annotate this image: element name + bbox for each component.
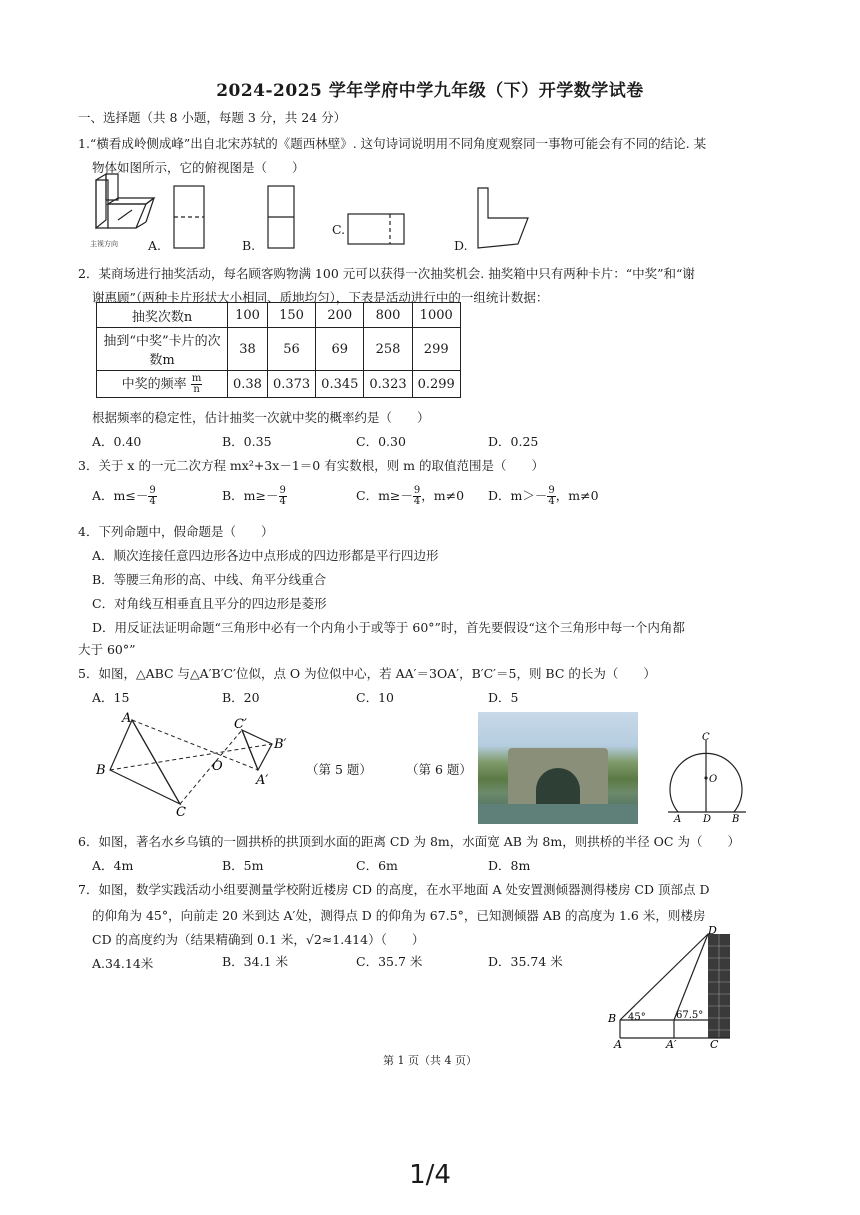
q7-option-d: D．35.74 米 <box>488 954 563 969</box>
q1-option-d: D. <box>454 238 468 253</box>
q6-option-c: C．6m <box>356 858 398 873</box>
table-cell: 38 <box>228 328 268 371</box>
q3-option-a: A．m≤－ $\frac{9}{4}$ <box>92 485 156 507</box>
q2-option-d: D．0.25 <box>488 434 539 449</box>
table-cell: 200 <box>316 303 364 328</box>
q7-option-b: B．34.1 米 <box>222 954 288 969</box>
q6-option-b: B．5m <box>222 858 264 873</box>
table-row <box>97 303 461 328</box>
q4-text: 4．下列命题中，假命题是（ ） <box>78 524 274 539</box>
table-row <box>97 328 461 371</box>
q5-text: 5．如图，△ABC 与△A′B′C′位似，点 O 为位似中心，若 AA′＝3OA′，B′C′＝5，则 BC 的长为（ ） <box>78 666 656 681</box>
label-d: D <box>708 924 717 937</box>
q1-option-c-figure <box>348 214 404 244</box>
table-cell: 0.373 <box>267 371 315 398</box>
q5-option-d: D．5 <box>488 690 519 705</box>
label-c2: C′ <box>234 717 247 732</box>
q2-row3-label: 中奖的频率 $\frac{m}{n}$ <box>97 371 228 398</box>
table-cell: 69 <box>316 328 364 371</box>
q1-solid-figure <box>96 174 154 228</box>
q1-text-line1: 1.“横看成岭侧成峰”出自北宋苏轼的《题西林壁》. 这句诗词说明用不同角度观察同一事物可能会有不同的结论. 某 <box>78 136 707 151</box>
q6-bridge-photo <box>478 712 638 824</box>
table-row <box>97 371 461 398</box>
table-cell: 0.323 <box>364 371 412 398</box>
angle-67-5: 67.5° <box>676 1010 704 1021</box>
q5-option-a: A．15 <box>92 690 130 705</box>
label-a: A <box>122 711 132 726</box>
label-a: A <box>614 1038 622 1050</box>
angle-45: 45° <box>628 1012 646 1023</box>
q2-text-line1: 2．某商场进行抽奖活动，每名顾客购物满 100 元可以获得一次抽奖机会. 抽奖箱中只有两种卡片：“中奖”和“谢 <box>78 266 695 281</box>
q1-option-d-figure <box>478 188 528 248</box>
q2-text-line2: 谢惠顾”（两种卡片形状大小相同、质地均匀），下表是活动进行中的一组统计数据： <box>92 290 549 305</box>
q6-figure-caption: （第 6 题） <box>406 762 472 777</box>
q6-figure <box>664 730 750 822</box>
triangle-a2b2c2 <box>242 730 272 770</box>
q6-option-d: D．8m <box>488 858 531 873</box>
q7-text-line3: CD 的高度约为（结果精确到 0.1 米，√2≈1.414）（ ） <box>92 932 425 947</box>
q4-option-a: A．顺次连接任意四边形各边中点形成的四边形都是平行四边形 <box>92 548 439 563</box>
q7-option-a: A.34.14米 <box>92 956 154 971</box>
label-b: B <box>96 763 106 778</box>
q3-option-b: B．m≥－ $\frac{9}{4}$ <box>222 485 286 507</box>
q2-option-c: C．0.30 <box>356 434 406 449</box>
q7-text-line2: 的仰角为 45°，向前走 20 米到达 A′处，测得点 D 的仰角为 67.5°，已知测倾器 AB 的高度为 1.6 米，则楼房 <box>92 908 706 923</box>
q5-option-c: C．10 <box>356 690 394 705</box>
q5-figure <box>92 708 302 820</box>
label-o: O <box>709 774 718 785</box>
label-b: B <box>608 1012 617 1025</box>
label-a2: A′ <box>666 1038 677 1050</box>
label-c: C <box>710 1038 719 1050</box>
label-d: D <box>703 814 712 822</box>
q2-option-a: A．0.40 <box>92 434 142 449</box>
q3-option-c: C．m≥－ $\frac{9}{4}$ ，m≠0 <box>356 485 465 507</box>
q1-view-direction-label: 主视方向 <box>90 240 118 248</box>
label-b: B <box>732 814 740 822</box>
q7-text-line1: 7．如图，数学实践活动小组要测量学校附近楼房 CD 的高度，在水平地面 A 处安置测倾器测得楼房 CD 顶部点 D <box>78 882 710 897</box>
q2-statistics-table <box>96 302 461 398</box>
q1-option-b-figure <box>268 186 294 248</box>
label-b2: B′ <box>274 737 287 752</box>
q1-option-a-figure <box>174 186 204 248</box>
q5-figure-caption: （第 5 题） <box>306 762 372 777</box>
triangle-abc <box>110 720 180 804</box>
table-cell: 1000 <box>412 303 460 328</box>
q1-text-line2: 物体如图所示，它的俯视图是（ ） <box>92 160 305 175</box>
q2-row2-label <box>97 328 228 371</box>
q7-figure <box>606 922 738 1050</box>
q2-question: 根据频率的稳定性，估计抽奖一次就中奖的概率约是（ ） <box>92 410 430 425</box>
q4-option-c: C．对角线互相垂直且平分的四边形是菱形 <box>92 596 327 611</box>
q2-row2-label-a: 抽到“中奖”卡片的次 <box>103 334 221 349</box>
q3-text: 3．关于 x 的一元二次方程 mx²+3x－1＝0 有实数根，则 m 的取值范围是（ ） <box>78 458 544 473</box>
page-footer: 第 1 页（共 4 页） <box>383 1054 477 1067</box>
q2-row2-label-b: 数m <box>149 353 175 368</box>
q4-option-d-line2: 大于 60°” <box>78 642 136 657</box>
page-indicator: 1/4 <box>409 1160 451 1190</box>
table-cell: 0.38 <box>228 371 268 398</box>
table-cell: 100 <box>228 303 268 328</box>
q1-option-c: C. <box>332 222 346 237</box>
label-a: A <box>674 814 682 822</box>
q3-option-d: D．m＞－ $\frac{9}{4}$ ，m≠0 <box>488 485 599 507</box>
table-cell: 258 <box>364 328 412 371</box>
table-cell: 800 <box>364 303 412 328</box>
q4-option-d-line1: D．用反证法证明命题“三角形中必有一个内角小于或等于 60°”时，首先要假设“这个三角形中每一个内角都 <box>92 620 685 635</box>
label-c: C <box>702 732 710 743</box>
exam-title: 2024-2025 学年学府中学九年级（下）开学数学试卷 <box>216 81 644 101</box>
table-cell: 0.299 <box>412 371 460 398</box>
section-heading: 一、选择题（共 8 小题，每题 3 分，共 24 分） <box>78 110 347 125</box>
table-cell: 56 <box>267 328 315 371</box>
q1-option-a: A. <box>148 238 162 253</box>
table-cell: 0.345 <box>316 371 364 398</box>
q1-option-b: B. <box>242 238 256 253</box>
q2-option-b: B．0.35 <box>222 434 272 449</box>
q2-row1-label: 抽奖次数n <box>97 303 228 328</box>
q6-option-a: A．4m <box>92 858 134 873</box>
label-a2: A′ <box>256 773 269 788</box>
table-cell: 150 <box>267 303 315 328</box>
label-o: O <box>212 759 223 774</box>
table-cell: 299 <box>412 328 460 371</box>
q2-frequency-fraction: $\frac{m}{n}$ <box>191 373 202 395</box>
q6-text: 6．如图，著名水乡乌镇的一圆拱桥的拱顶到水面的距离 CD 为 8m，水面宽 AB 为 8m，则拱桥的半径 OC 为（ ） <box>78 834 740 849</box>
q4-option-b: B．等腰三角形的高、中线、角平分线重合 <box>92 572 327 587</box>
label-c: C <box>176 805 186 820</box>
q7-option-c: C．35.7 米 <box>356 954 423 969</box>
q5-option-b: B．20 <box>222 690 260 705</box>
